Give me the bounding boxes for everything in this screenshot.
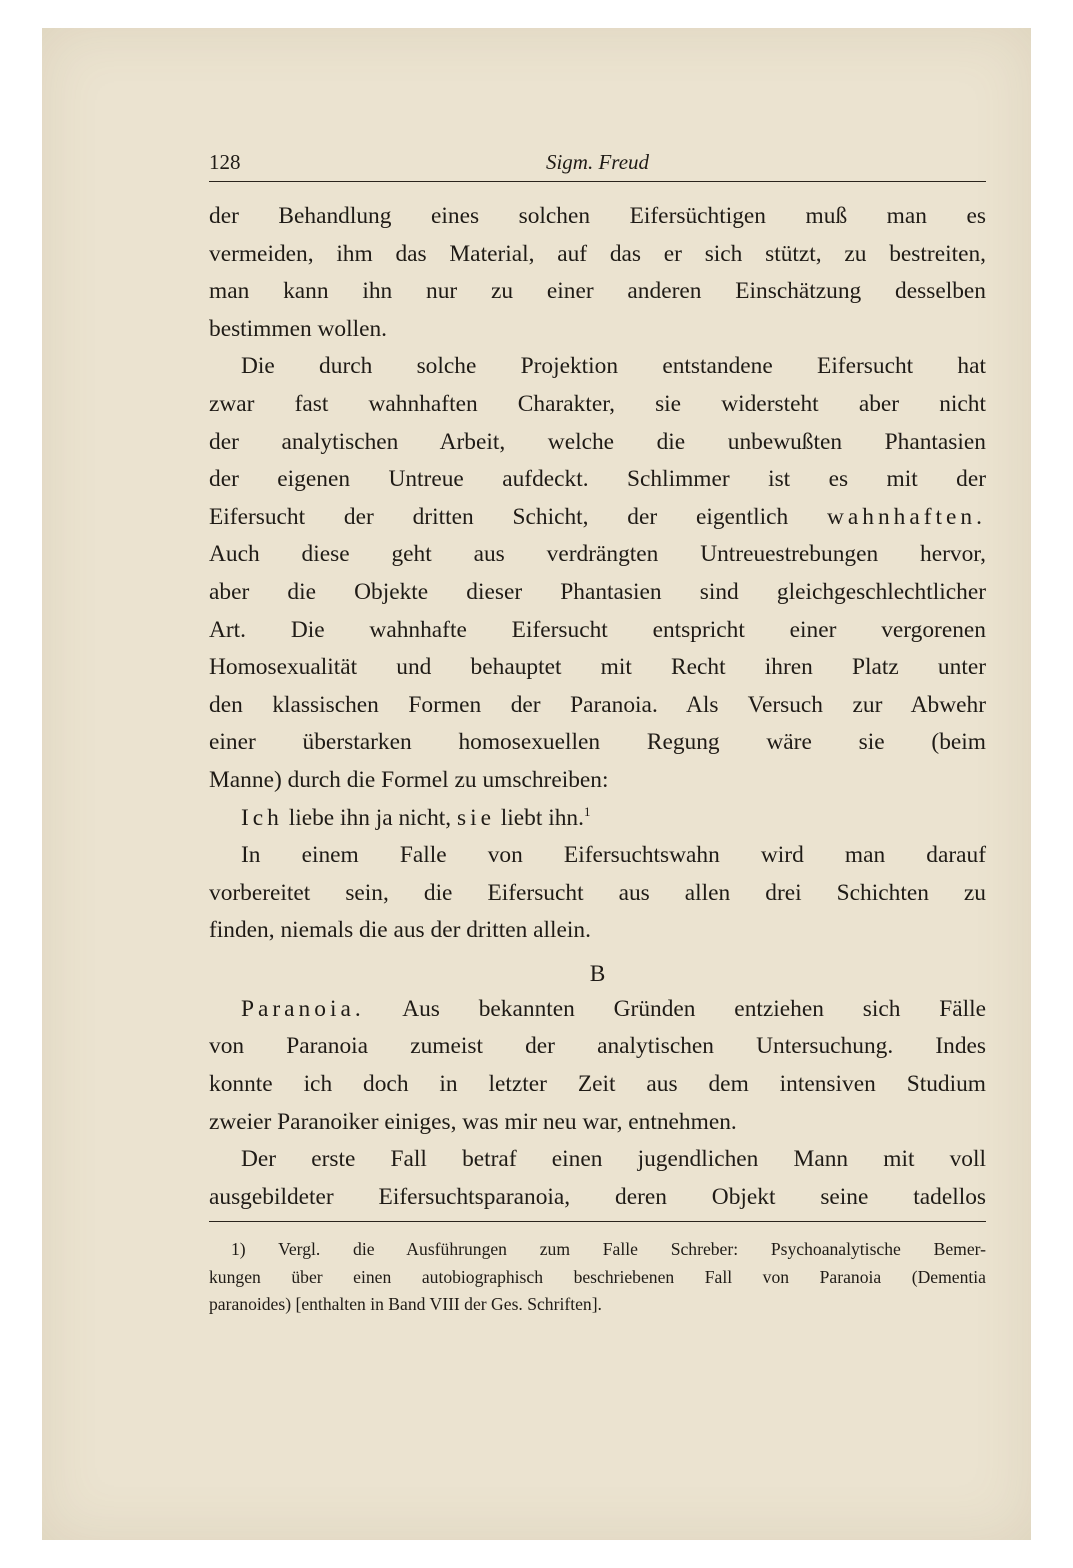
text-line: ausgebildeter Eifersuchtsparanoia, deren Objekt seine tadellos bbox=[209, 1183, 986, 1210]
text-fragment: liebe ihn ja nicht, bbox=[282, 804, 457, 831]
text-line: der eigenen Untreue aufdeckt. Schlimmer ist es mit der bbox=[209, 466, 986, 493]
footnote-marker: 1 bbox=[583, 803, 591, 819]
formula-line bbox=[209, 800, 986, 838]
text-line: man kann ihn nur zu einer anderen Einschätzung desselben bbox=[209, 278, 986, 305]
text-line: einer überstarken homosexuellen Regung wäre sie (beim bbox=[209, 729, 986, 756]
spaced-word: Paranoia. bbox=[241, 995, 365, 1022]
text-line-with-spaced-word bbox=[209, 499, 986, 537]
running-head: Sigm. Freud bbox=[545, 150, 650, 174]
text-line: von Paranoia zumeist der analytischen Untersuchung. Indes bbox=[209, 1033, 986, 1060]
spaced-word: sie bbox=[456, 804, 495, 831]
text-line-with-spaced-word bbox=[209, 991, 986, 1029]
footnote-line: 1) Vergl. die Ausführungen zum Falle Schreber: Psychoanalytische Bemer- bbox=[231, 1239, 986, 1259]
spaced-word: Ich bbox=[241, 804, 283, 831]
text-line: aber die Objekte dieser Phantasien sind gleichgeschlechtlicher bbox=[209, 578, 986, 605]
text-line: vorbereitet sein, die Eifersucht aus allen drei Schichten zu bbox=[209, 879, 986, 906]
text-fragment: liebt ihn. bbox=[494, 804, 584, 831]
text-line: der analytischen Arbeit, welche die unbewußten Phantasien bbox=[209, 428, 986, 455]
text-line: Homosexualität und behauptet mit Recht ihren Platz unter bbox=[209, 654, 986, 681]
text-line: Auch diese geht aus verdrängten Untreuestrebungen hervor, bbox=[209, 541, 986, 568]
text-line: Manne) durch die Formel zu umschreiben: bbox=[209, 766, 609, 793]
page-number: 128 bbox=[209, 150, 241, 174]
footnote-line: paranoides) [enthalten in Band VIII der Ges. Schriften]. bbox=[209, 1294, 602, 1314]
text-line: finden, niemals die aus der dritten allein. bbox=[209, 917, 591, 944]
section-heading: B bbox=[589, 960, 606, 987]
footnote-line: kungen über einen autobiographisch beschriebenen Fall von Paranoia (Dementia bbox=[209, 1266, 986, 1287]
footnotes bbox=[209, 1236, 986, 1319]
footnote-rule bbox=[209, 1221, 986, 1222]
text-line: zweier Paranoiker einiges, was mir neu war, entnehmen. bbox=[209, 1108, 737, 1135]
text-line: der Behandlung eines solchen Eifersüchtigen muß man es bbox=[209, 203, 986, 229]
header-rule bbox=[209, 181, 986, 182]
text-line: Die durch solche Projektion entstandene Eifersucht hat bbox=[241, 353, 986, 380]
spaced-word: wahnhaften. bbox=[827, 503, 986, 530]
text-line: konnte ich doch in letzter Zeit aus dem intensiven Studium bbox=[209, 1071, 986, 1098]
text-line: Der erste Fall betraf einen jugendlichen Mann mit voll bbox=[241, 1146, 986, 1173]
text-line: Art. Die wahnhafte Eifersucht entspricht einer vergorenen bbox=[209, 616, 986, 643]
text-fragment: Eifersucht der dritten Schicht, der eigentlich bbox=[209, 503, 789, 530]
text-line: zwar fast wahnhaften Charakter, sie widersteht aber nicht bbox=[209, 390, 986, 417]
text-line: In einem Falle von Eifersuchtswahn wird man darauf bbox=[241, 842, 986, 869]
text-fragment: Aus bekannten Gründen entziehen sich Fälle bbox=[364, 995, 986, 1022]
text-line: vermeiden, ihm das Material, auf das er sich stützt, zu bestreiten, bbox=[209, 240, 986, 267]
text-line: den klassischen Formen der Paranoia. Als Versuch zur Abwehr bbox=[209, 691, 986, 718]
text-line: bestimmen wollen. bbox=[209, 315, 387, 342]
body-text bbox=[209, 198, 986, 1216]
page-header bbox=[209, 146, 986, 180]
